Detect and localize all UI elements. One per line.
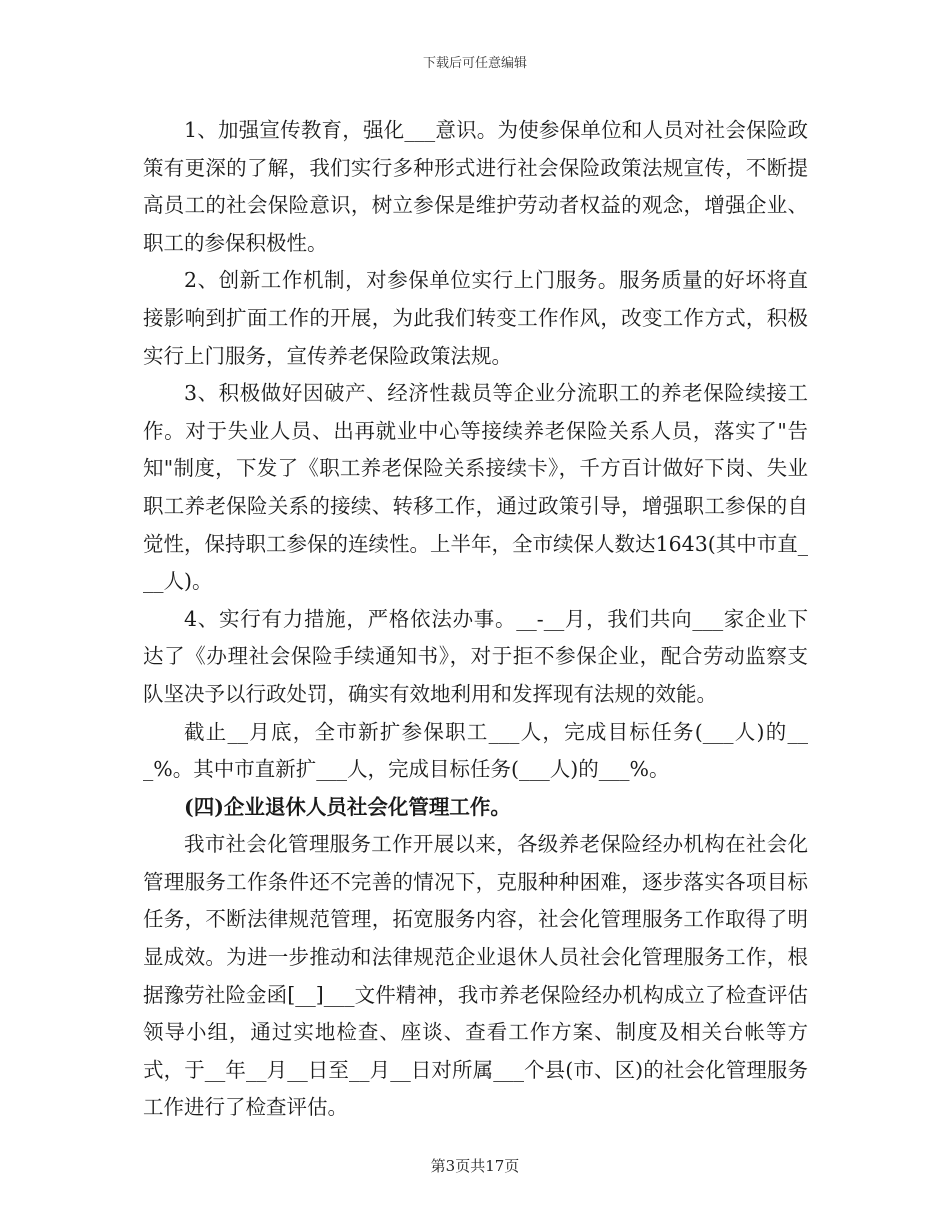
paragraph-4: 4、实行有力措施，严格依法办事。__-__月，我们共向___家企业下达了《办理社会保险手续通知书》，对于拒不参保企业，配合劳动监察支队坚决予以行政处罚，确实有效地利用和发挥现有法规的效能。 xyxy=(143,606,808,706)
document-body xyxy=(143,112,808,1127)
page-number: 第3页共17页 xyxy=(430,1157,520,1175)
paragraph-3: 3、积极做好因破产、经济性裁员等企业分流职工的养老保险续接工作。对于失业人员、出再就业中心等接续养老保险关系人员，落实了"告知"制度，下发了《职工养老保险关系接续卡》，千方百计做好下岗、失业职工养老保险关系的接续、转移工作，通过政策引导，增强职工参保的自觉性，保持职工参保的连续性。上半年，全市续保人数达1643(其中市直___人)。 xyxy=(143,381,808,594)
section-heading: (四)企业退休人员社会化管理工作。 xyxy=(184,794,511,819)
paragraph-social-management: 我市社会化管理服务工作开展以来，各级养老保险经办机构在社会化管理服务工作条件还不完善的情况下，克服种种困难，逐步落实各项目标任务，不断法律规范管理，拓宽服务内容，社会化管理服务工作取得了明显成效。为进一步推动和法律规范企业退休人员社会化管理服务工作，根据豫劳社险金函[__]___文件精神，我市养老保险经办机构成立了检查评估领导小组，通过实地检查、座谈、查看工作方案、制度及相关台帐等方式，于__年__月__日至__月__日对所属___个县(市、区)的社会化管理服务工作进行了检查评估。 xyxy=(143,832,808,1120)
page-header: 下载后可任意编辑 xyxy=(422,56,527,71)
paragraph-summary: 截止__月底，全市新扩参保职工___人，完成目标任务(___人)的___%。其中市直新扩___人，完成目标任务(___人)的___%。 xyxy=(143,719,808,782)
paragraph-2: 2、创新工作机制，对参保单位实行上门服务。服务质量的好坏将直接影响到扩面工作的开展，为此我们转变工作作风，改变工作方式，积极实行上门服务，宣传养老保险政策法规。 xyxy=(143,268,808,368)
paragraph-1: 1、加强宣传教育，强化___意识。为使参保单位和人员对社会保险政策有更深的了解，我们实行多种形式进行社会保险政策法规宣传，不断提高员工的社会保险意识，树立参保是维护劳动者权益的观念，增强企业、职工的参保积极性。 xyxy=(143,118,808,255)
